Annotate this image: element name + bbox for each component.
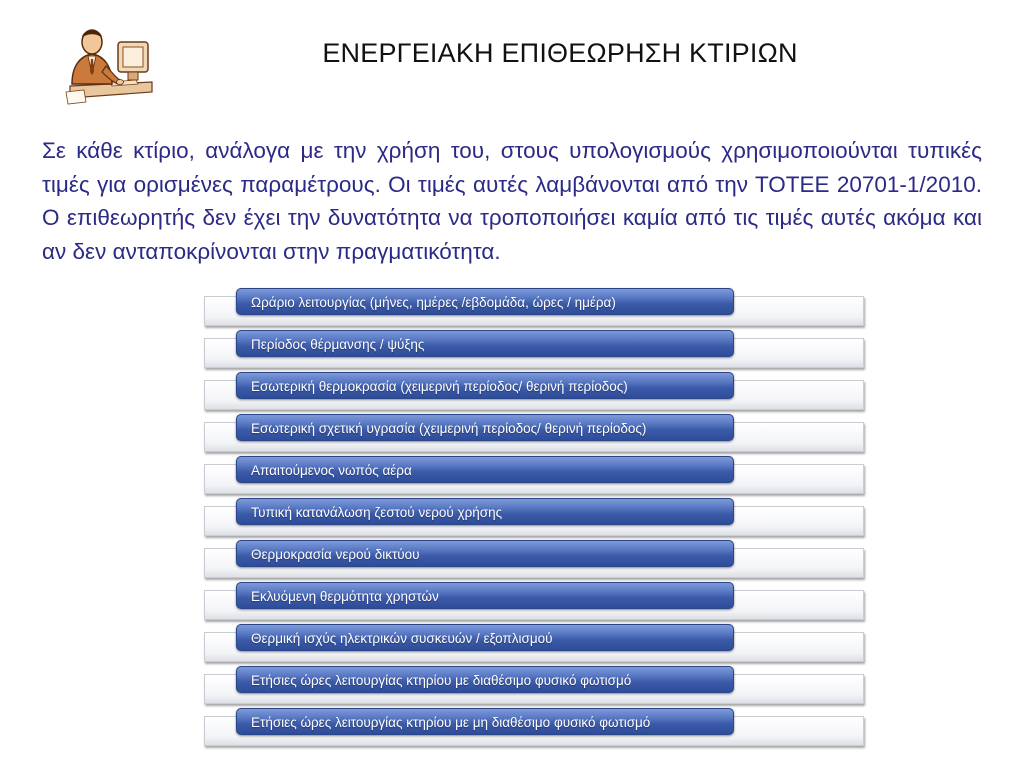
parameter-label: Ετήσιες ώρες λειτουργίας κτηρίου με διαθέσιμο φυσικό φωτισμό: [236, 666, 734, 693]
parameter-row: [200, 454, 866, 494]
parameter-label: Εκλυόμενη θερμότητα χρηστών: [236, 582, 734, 609]
parameter-row: [200, 664, 866, 704]
parameter-row: [200, 580, 866, 620]
parameter-row: [200, 328, 866, 368]
parameter-row: [200, 370, 866, 410]
parameter-row: [200, 622, 866, 662]
parameter-list: [200, 286, 866, 752]
parameter-row: [200, 706, 866, 746]
parameter-label: Ωράριο λειτουργίας (μήνες, ημέρες /εβδομάδα, ώρες / ημέρα): [236, 288, 734, 315]
parameter-row: [200, 538, 866, 578]
parameter-row: [200, 286, 866, 326]
parameter-label: Εσωτερική σχετική υγρασία (χειμερινή περίοδος/ θερινή περίοδος): [236, 414, 734, 441]
body-paragraph: Σε κάθε κτίριο, ανάλογα με την χρήση του, στους υπολογισμούς χρησιμοποιούνται τυπικές τιμές για ορισμένες παραμέτρους. Οι τιμές αυτές λαμβάνονται από την ΤΟΤΕΕ 20701-1/2010. Ο επιθεωρητής δεν έχει την δυνατότητα να τροποποιήσει καμία από τις τιμές αυτές ακόμα και αν δεν ανταποκρίνονται στην πραγματικότητα.: [42, 138, 982, 264]
parameter-label: Εσωτερική θερμοκρασία (χειμερινή περίοδος/ θερινή περίοδος): [236, 372, 734, 399]
parameter-row: [200, 412, 866, 452]
parameter-label: Τυπική κατανάλωση ζεστού νερού χρήσης: [236, 498, 734, 525]
parameter-label: Θερμοκρασία νερού δικτύου: [236, 540, 734, 567]
slide-title: ΕΝΕΡΓΕΙΑΚΗ ΕΠΙΘΕΩΡΗΣΗ ΚΤΙΡΙΩΝ: [322, 38, 798, 68]
parameter-row: [200, 496, 866, 536]
businessman-at-desk-icon: [62, 22, 154, 106]
parameter-label: Περίοδος θέρμανσης / ψύξης: [236, 330, 734, 357]
parameter-label: Απαιτούμενος νωπός αέρα: [236, 456, 734, 483]
parameter-label: Ετήσιες ώρες λειτουργίας κτηρίου με μη διαθέσιμο φυσικό φωτισμό: [236, 708, 734, 735]
parameter-label: Θερμική ισχύς ηλεκτρικών συσκευών / εξοπλισμού: [236, 624, 734, 651]
